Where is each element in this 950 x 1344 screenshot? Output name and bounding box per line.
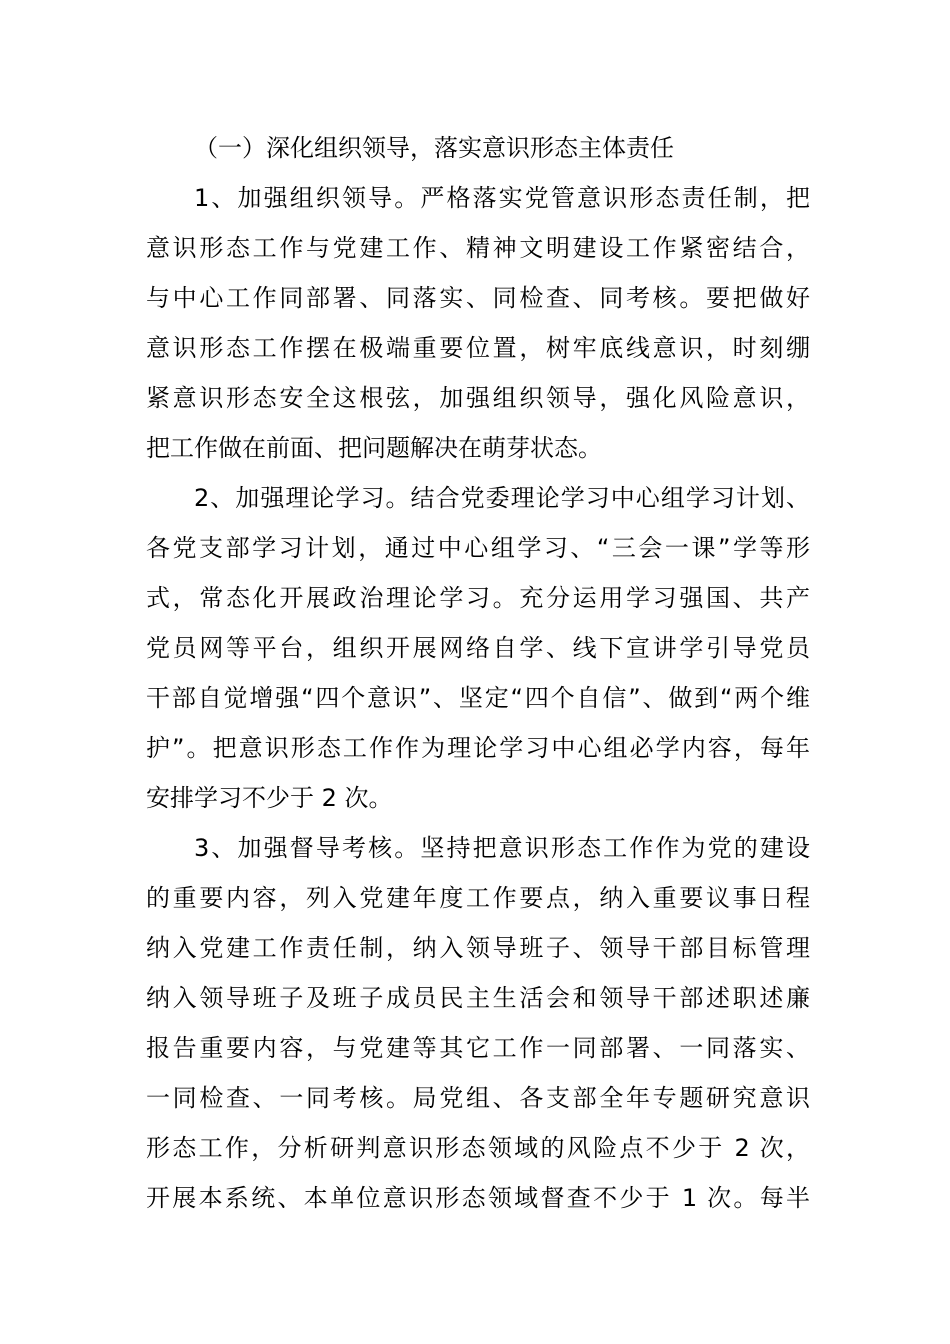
paragraph-line: 与中心工作同部署、同落实、同检查、同考核。要把做好 [146,284,810,312]
paragraph-line: 2、加强理论学习。结合党委理论学习中心组学习计划、 [194,484,810,512]
paragraph-line: 的重要内容，列入党建年度工作要点，纳入重要议事日程 [146,884,810,912]
paragraph-line: 干部自觉增强“四个意识”、坚定“四个自信”、做到“两个维 [146,684,810,712]
paragraph-line: 报告重要内容，与党建等其它工作一同部署、一同落实、 [146,1034,810,1062]
paragraph-line: 各党支部学习计划，通过中心组学习、“三会一课”学等形 [146,534,810,562]
paragraph-line: 安排学习不少于 2 次。 [146,784,393,812]
paragraph-line: 3、加强督导考核。坚持把意识形态工作作为党的建设 [194,834,810,862]
paragraph-line: 把工作做在前面、把问题解决在萌芽状态。 [146,434,602,462]
paragraph-line: 一同检查、一同考核。局党组、各支部全年专题研究意识 [146,1084,810,1112]
paragraph-line: 形态工作，分析研判意识形态领域的风险点不少于 2 次， [146,1134,810,1162]
paragraph-line: 意识形态工作与党建工作、精神文明建设工作紧密结合， [146,234,810,262]
section-heading: （一）深化组织领导，落实意识形态主体责任 [194,134,674,162]
paragraph-line: 护”。把意识形态工作作为理论学习中心组必学内容，每年 [146,734,810,762]
paragraph-line: 党员网等平台，组织开展网络自学、线下宣讲学引导党员 [146,634,810,662]
paragraph-line: 式，常态化开展政治理论学习。充分运用学习强国、共产 [146,584,810,612]
paragraph-line: 纳入党建工作责任制，纳入领导班子、领导干部目标管理 [146,934,810,962]
paragraph-line: 开展本系统、本单位意识形态领域督查不少于 1 次。每半 [146,1184,810,1212]
paragraph-line: 纳入领导班子及班子成员民主生活会和领导干部述职述廉 [146,984,810,1012]
paragraph-line: 意识形态工作摆在极端重要位置，树牢底线意识，时刻绷 [146,334,810,362]
paragraph-line: 1、加强组织领导。严格落实党管意识形态责任制，把 [194,184,810,212]
paragraph-line: 紧意识形态安全这根弦，加强组织领导，强化风险意识， [146,384,810,412]
